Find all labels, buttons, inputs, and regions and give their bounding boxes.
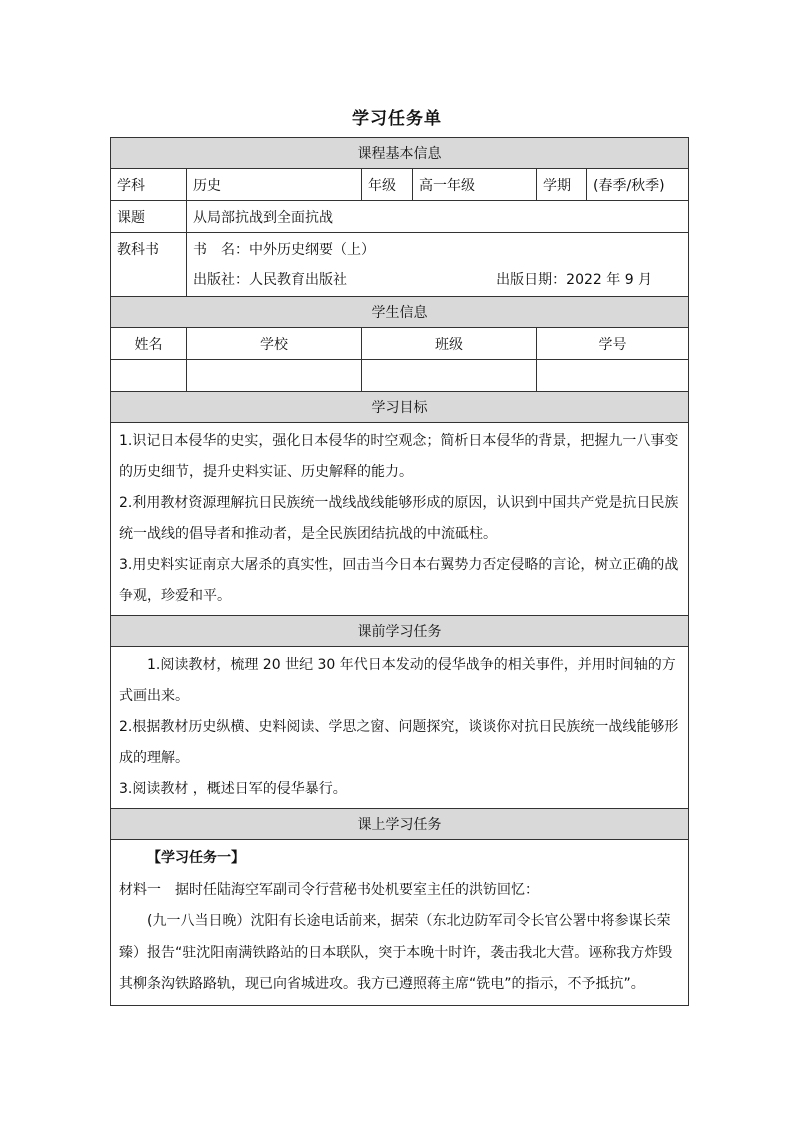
name-field[interactable] bbox=[111, 360, 187, 392]
pre-class-item: 2.根据教材历史纵横、史料阅读、学思之窗、问题探究，谈谈你对抗日民族统一战线能够形成的理解。 bbox=[119, 719, 679, 766]
grade-label: 年级 bbox=[362, 169, 413, 201]
objective-item: 3.用史料实证南京大屠杀的真实性，回击当今日本右翼势力否定侵略的言论，树立正确的战争观，珍爱和平。 bbox=[119, 557, 679, 604]
textbook-label: 教科书 bbox=[111, 233, 187, 297]
class-field[interactable] bbox=[362, 360, 537, 392]
pre-class-header: 课前学习任务 bbox=[111, 616, 689, 647]
book-name: 书 名：中外历史纲要（上） bbox=[193, 241, 375, 258]
objective-item: 2.利用教材资源理解抗日民族统一战线战线能够形成的原因，认识到中国共产党是抗日民族统一战线的倡导者和推动者，是全民族团结抗战的中流砥柱。 bbox=[119, 495, 679, 542]
student-id-field[interactable] bbox=[537, 360, 689, 392]
column-name: 姓名 bbox=[111, 328, 187, 360]
column-class: 班级 bbox=[362, 328, 537, 360]
material-line: 材料一 据时任陆海空军副司令行营秘书处机要室主任的洪钫回忆： bbox=[119, 881, 539, 898]
subject-label: 学科 bbox=[111, 169, 187, 201]
textbook-info bbox=[187, 233, 689, 297]
pre-class-item: 3.阅读教材 ，概述日军的侵华暴行。 bbox=[119, 781, 347, 797]
task-sheet-table bbox=[110, 137, 689, 1006]
column-school: 学校 bbox=[187, 328, 362, 360]
task-title: 【学习任务一】 bbox=[147, 850, 245, 866]
topic-value: 从局部抗战到全面抗战 bbox=[187, 201, 689, 233]
topic-label: 课题 bbox=[111, 201, 187, 233]
pre-class-list bbox=[111, 647, 689, 809]
publish-date: 出版日期：2022 年 9 月 bbox=[496, 271, 653, 288]
objectives-header: 学习目标 bbox=[111, 392, 689, 423]
column-student-id: 学号 bbox=[537, 328, 689, 360]
school-field[interactable] bbox=[187, 360, 362, 392]
grade-value: 高一年级 bbox=[413, 169, 537, 201]
in-class-content bbox=[111, 840, 689, 1006]
page-title: 学习任务单 bbox=[352, 109, 442, 129]
publisher: 出版社：人民教育出版社 bbox=[193, 271, 347, 288]
objective-item: 1.识记日本侵华的史实，强化日本侵华的时空观念；简析日本侵华的背景，把握九一八事变的历史细节，提升史料实证、历史解释的能力。 bbox=[119, 433, 679, 480]
term-label: 学期 bbox=[537, 169, 587, 201]
course-info-header: 课程基本信息 bbox=[111, 138, 689, 169]
subject-value: 历史 bbox=[187, 169, 362, 201]
pre-class-item: 1.阅读教材，梳理 20 世纪 30 年代日本发动的侵华战争的相关事件，并用时间轴的方式画出来。 bbox=[119, 657, 676, 704]
term-value: (春季/秋季) bbox=[587, 169, 689, 201]
objectives-list bbox=[111, 423, 689, 616]
in-class-header: 课上学习任务 bbox=[111, 809, 689, 840]
material-quote: (九一八当日晚）沈阳有长途电话前来，据荣（东北边防军司令长官公署中将参谋长荣臻）报告“驻沈阳南满铁路站的日本联队，突于本晚十时许，袭击我北大营。诬称我方炸毁其柳条沟铁路路轨，现已向省城进攻。我方已遵照蒋主席“铣电”的指示，不予抵抗”。 bbox=[119, 913, 673, 992]
student-info-header: 学生信息 bbox=[111, 297, 689, 328]
